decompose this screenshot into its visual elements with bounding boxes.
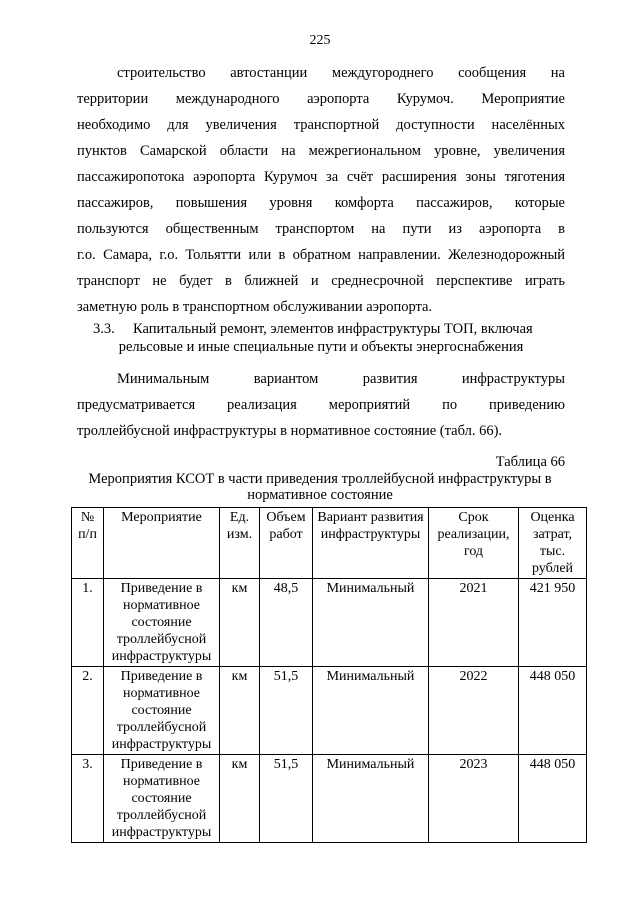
cell-unit: км bbox=[220, 579, 260, 667]
cell-variant: Минимальный bbox=[313, 579, 429, 667]
paragraph-minimal-variant bbox=[77, 366, 565, 444]
table-row bbox=[72, 667, 587, 755]
paragraph-line: строительство автостанции междугороднего сообщения на bbox=[117, 65, 565, 81]
header-variant: Вариант развития инфраструктуры bbox=[313, 508, 429, 579]
cell-variant: Минимальный bbox=[313, 667, 429, 755]
cell-measure: Приведение в нормативное состояние троллейбусной инфраструктуры bbox=[104, 667, 220, 755]
header-volume: Объем работ bbox=[260, 508, 313, 579]
paragraph-airport bbox=[77, 60, 565, 320]
cell-cost: 448 050 bbox=[519, 755, 587, 843]
paragraph-line: заметную роль в транспортном обслуживании аэропорта. bbox=[77, 299, 433, 315]
paragraph-line: троллейбусной инфраструктуры в нормативное состояние (табл. 66). bbox=[77, 423, 503, 439]
header-num: № п/п bbox=[72, 508, 104, 579]
cell-volume: 51,5 bbox=[260, 667, 313, 755]
cell-measure: Приведение в нормативное состояние троллейбусной инфраструктуры bbox=[104, 579, 220, 667]
measures-table bbox=[71, 507, 587, 843]
section-heading bbox=[77, 320, 565, 356]
page-number: 225 bbox=[309, 33, 331, 48]
table-header-row bbox=[72, 508, 587, 579]
paragraph-line: пунктов Самарской области на межрегиональном уровне, увеличения bbox=[77, 143, 565, 159]
cell-volume: 48,5 bbox=[260, 579, 313, 667]
paragraph-line: г.о. Самара, г.о. Тольятти или в обратном направлении. Железнодорожный bbox=[77, 247, 565, 263]
cell-unit: км bbox=[220, 755, 260, 843]
paragraph-line: пассажиров, повышения уровня комфорта пассажиров, которые bbox=[77, 195, 565, 211]
header-measure: Мероприятие bbox=[104, 508, 220, 579]
cell-term: 2023 bbox=[429, 755, 519, 843]
header-term: Срок реализации, год bbox=[429, 508, 519, 579]
paragraph-line: пользуются общественным транспортом на пути из аэропорта в bbox=[77, 221, 565, 237]
table-row bbox=[72, 755, 587, 843]
table-title: Мероприятия КСОТ в части приведения троллейбусной инфраструктуры в нормативное состояние bbox=[88, 471, 552, 503]
header-cost: Оценка затрат, тыс. рублей bbox=[519, 508, 587, 579]
cell-term: 2021 bbox=[429, 579, 519, 667]
section-title-line: Капитальный ремонт, элементов инфраструктуры ТОП, включая bbox=[133, 321, 533, 337]
cell-num: 1. bbox=[72, 579, 104, 667]
header-unit: Ед. изм. bbox=[220, 508, 260, 579]
table-row bbox=[72, 579, 587, 667]
paragraph-line: территории международного аэропорта Курумоч. Мероприятие bbox=[77, 91, 565, 107]
cell-cost: 448 050 bbox=[519, 667, 587, 755]
paragraph-line: необходимо для увеличения транспортной доступности населённых bbox=[77, 117, 565, 133]
cell-cost: 421 950 bbox=[519, 579, 587, 667]
paragraph-line: пассажиропотока аэропорта Курумоч за счёт расширения зоны тяготения bbox=[77, 169, 565, 185]
cell-term: 2022 bbox=[429, 667, 519, 755]
section-title-line: рельсовые и иные специальные пути и объекты энергоснабжения bbox=[118, 339, 524, 355]
cell-num: 2. bbox=[72, 667, 104, 755]
section-number: 3.3. bbox=[93, 321, 115, 337]
paragraph-line: транспорт не будет в ближней и среднесрочной перспективе играть bbox=[77, 273, 565, 289]
paragraph-line: предусматривается реализация мероприятий по приведению bbox=[77, 397, 565, 413]
cell-unit: км bbox=[220, 667, 260, 755]
table-label: Таблица 66 bbox=[495, 454, 565, 470]
paragraph-line: Минимальным вариантом развития инфраструктуры bbox=[117, 371, 565, 387]
cell-volume: 51,5 bbox=[260, 755, 313, 843]
cell-variant: Минимальный bbox=[313, 755, 429, 843]
cell-num: 3. bbox=[72, 755, 104, 843]
cell-measure: Приведение в нормативное состояние троллейбусной инфраструктуры bbox=[104, 755, 220, 843]
